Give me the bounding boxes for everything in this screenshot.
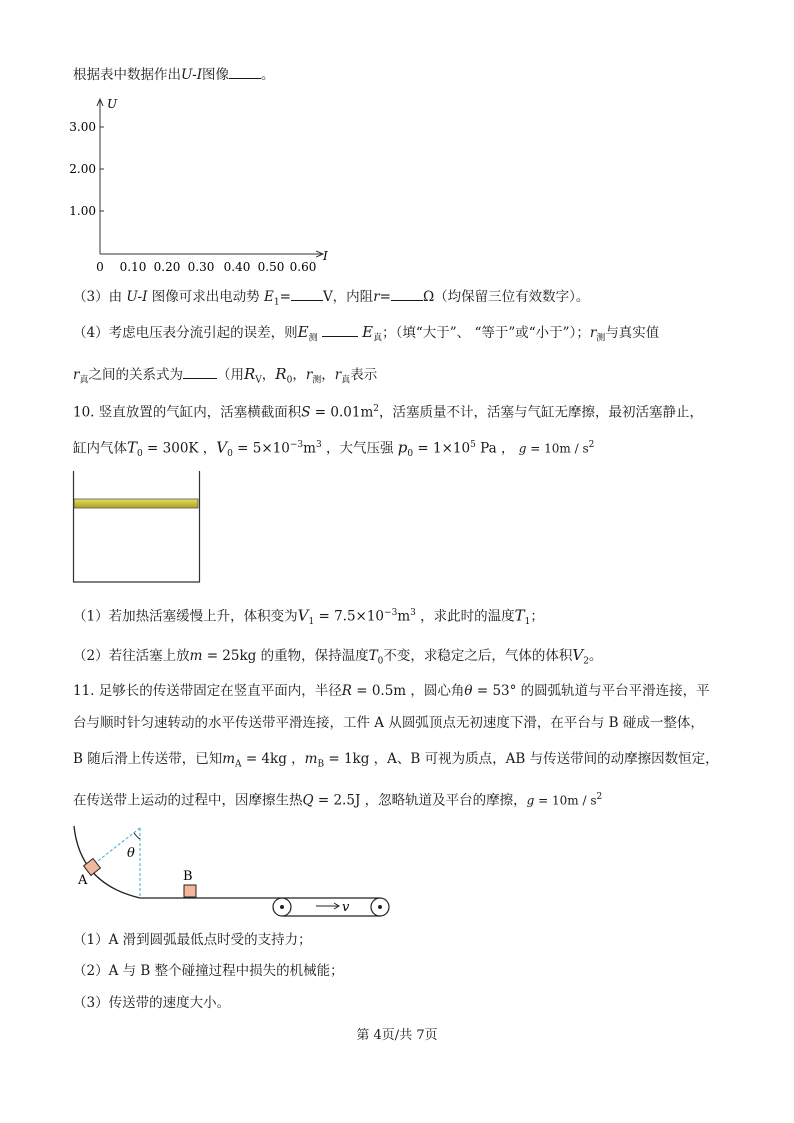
q4-comma: ，	[261, 367, 276, 383]
y-tick-label: 1.00	[69, 204, 96, 218]
p10-text: m	[303, 440, 316, 457]
p10-sub: 0	[407, 449, 414, 460]
p10-sup: 2	[588, 440, 595, 450]
p11-line-1	[73, 681, 710, 701]
p10-text: = 5×10	[232, 440, 290, 457]
p11-text: 台与顺时针匀速转动的水平传送带平滑连接，工件 A 从圆弧顶点无初速度下滑，在平台与 B 碰成一整体，	[73, 715, 704, 731]
q4-line-2	[73, 364, 377, 391]
p10-text: = 1×10	[413, 440, 471, 457]
p10-sub: 1	[308, 617, 315, 628]
p11-symbol-m: m	[222, 751, 236, 767]
q3-text-ui: U-I	[126, 289, 148, 305]
x-tick-label: 0.30	[187, 260, 215, 274]
p10-symbol-t: T	[127, 438, 138, 457]
q4-text: 与真实值	[605, 325, 660, 341]
p11-text: = 2.5J ，忽略轨道及平台的摩擦，	[313, 792, 527, 809]
p11-text: = 53°	[472, 683, 517, 699]
intro-line	[73, 64, 275, 85]
p10-text: ，活塞质量不计，活塞与气缸无摩擦，最初活塞静止，	[379, 404, 704, 421]
p11-text: 的圆弧轨道与平台平滑连接，平	[516, 683, 710, 699]
q3-eq: =	[379, 289, 391, 305]
p10-text: = 300K ，	[142, 440, 217, 457]
q4-sub: 测	[596, 333, 606, 344]
p10-sub: 2	[583, 656, 589, 667]
p10-text: 。	[588, 648, 603, 664]
p10-text: = 7.5×10	[314, 608, 385, 625]
track-conveyor-figure	[70, 822, 400, 920]
p10-symbol-v: V	[297, 606, 309, 625]
p10-text: 缸内气体	[73, 440, 127, 457]
y-axis-label: U	[107, 97, 118, 111]
p11-q2-text: （2）A 与 B 整个碰撞过程中损失的机械能；	[73, 963, 344, 979]
q4-symbol-r: r	[589, 325, 597, 341]
q4-comma: ，	[321, 367, 335, 383]
q3-text: Ω（均保留三位有效数字）。	[422, 289, 590, 305]
p10-text: ，求此时的温度	[415, 608, 515, 625]
q4-text: ；（填“大于”、 “等于”或“小于”）；	[382, 325, 590, 341]
q3-text: V，内阻	[322, 289, 374, 305]
p11-q1-text: （1）A 滑到圆弧最低点时受的支持力；	[73, 932, 312, 948]
p10-text: ，大气压强	[321, 440, 398, 457]
q4-symbol-rv: R	[243, 365, 256, 383]
p10-q1	[73, 603, 544, 632]
p10-symbol-v: V	[572, 646, 584, 664]
p10-sup: 3	[410, 608, 416, 618]
q3-symbol-r: r	[373, 289, 380, 305]
p10-symbol-m: m	[189, 648, 203, 664]
p11-sup: 2	[596, 792, 603, 802]
p11-sub: B	[317, 759, 325, 770]
answer-blank-emf[interactable]	[291, 286, 323, 301]
cylinder-walls	[74, 471, 200, 582]
x-tick-label: 0.50	[257, 260, 285, 274]
intro-text-c: 图像	[202, 67, 230, 83]
velocity-label: v	[342, 900, 350, 915]
q4-text: （4）考虑电压表分流引起的误差，则	[73, 325, 298, 341]
x-tick-label: 0.60	[289, 260, 317, 274]
intro-text-b: U-I	[181, 67, 203, 83]
q4-symbol-r: r	[334, 367, 342, 383]
p11-line-2	[73, 713, 704, 733]
x-tick-label: 0.20	[153, 260, 181, 274]
x-axis-label: I	[323, 249, 328, 263]
cylinder-figure	[72, 470, 202, 584]
block-a-label: A	[78, 873, 88, 888]
p10-sub: 0	[137, 449, 143, 460]
p10-q2	[73, 645, 602, 672]
p10-symbol-g: g	[518, 441, 527, 456]
p10-sub: 0	[377, 656, 384, 667]
p10-text: 不变，求稳定之后，气体的体积	[383, 648, 573, 664]
p10-symbol-p: p	[397, 438, 408, 457]
answer-blank-relation[interactable]	[183, 364, 217, 379]
p11-symbol-q: Q	[302, 792, 314, 809]
q4-sub: 真	[373, 333, 383, 344]
q4-sub: 真	[79, 375, 89, 386]
p10-text: Pa ，	[475, 440, 519, 457]
q3-eq: =	[279, 289, 291, 305]
q4-sub: 真	[341, 375, 351, 386]
p10-symbol-t: T	[514, 606, 525, 625]
q3-line	[73, 286, 589, 313]
p10-line-1	[73, 399, 703, 423]
p10-sub: 0	[227, 449, 233, 460]
p10-symbol-t: T	[368, 648, 378, 664]
intro-text-a: 根据表中数据作出	[73, 67, 181, 83]
p11-line-4	[73, 787, 602, 811]
q3-text: （3）由	[73, 289, 123, 305]
p10-text: m	[397, 608, 411, 625]
q4-symbol-e: E	[297, 323, 309, 341]
q4-comma: ，	[292, 367, 306, 383]
p11-q3	[73, 993, 230, 1013]
p10-q2-text: （2）若往活塞上放	[73, 648, 190, 664]
p10-sup: 2	[373, 404, 380, 414]
q4-sub: 0	[286, 375, 293, 386]
p10-sup: −3	[384, 608, 398, 618]
p11-text: 在传送带上运动的过程中，因摩擦生热	[73, 792, 303, 809]
p10-sup: 3	[315, 440, 322, 450]
q3-sub: 1	[273, 297, 280, 308]
p11-symbol-g: g	[526, 793, 535, 808]
piston	[74, 499, 198, 508]
p10-text: 10. 竖直放置的气缸内，活塞横截面积	[73, 404, 302, 421]
x-tick-label: 0	[96, 260, 104, 274]
p10-text: = 10m / s	[526, 441, 589, 456]
block-b-label: B	[183, 869, 193, 884]
p11-q1	[73, 930, 312, 950]
x-tick-label: 0.10	[119, 260, 147, 274]
q4-sub: V	[255, 375, 262, 386]
p11-q2	[73, 961, 344, 981]
p11-line-3	[73, 749, 719, 775]
p10-q1-text: （1）若加热活塞缓慢上升，体积变为	[73, 608, 298, 625]
y-tick-label: 2.00	[69, 162, 96, 176]
x-tick-label: 0.40	[223, 260, 251, 274]
p10-line-2	[73, 435, 594, 464]
p11-symbol-theta: θ	[464, 683, 473, 699]
p11-text: = 1kg ，A、B 可视为质点，AB 与传送带间的动摩擦因数恒定，	[324, 751, 719, 767]
answer-blank-compare[interactable]	[322, 322, 358, 337]
p11-symbol-m: m	[304, 751, 318, 767]
p10-text: ；	[530, 608, 544, 625]
p11-text: = 10m / s	[534, 793, 597, 808]
y-tick-label: 3.00	[69, 120, 96, 134]
q4-symbol-r0: R	[275, 365, 287, 383]
p11-symbol-r: R	[341, 683, 352, 699]
p11-text: 11. 足够长的传送带固定在竖直平面内，半径	[73, 683, 342, 699]
p11-q3-text: （3）传送带的速度大小。	[73, 995, 231, 1011]
intro-text-d: 。	[261, 67, 275, 83]
q4-line-1	[73, 322, 659, 349]
q3-symbol-e: E	[264, 289, 274, 305]
p11-sub: A	[235, 759, 242, 770]
p10-text: = 25kg 的重物，保持温度	[202, 648, 369, 664]
p10-text: = 0.01m	[310, 404, 374, 421]
p10-symbol-s: S	[301, 404, 311, 421]
p10-sup: −3	[289, 440, 304, 450]
q4-symbol-e: E	[362, 323, 374, 341]
q4-sub: 测	[312, 375, 322, 386]
theta-label: θ	[127, 846, 135, 861]
p11-text: = 4kg ，	[241, 751, 305, 767]
q3-text: 图像可求出电动势	[151, 289, 260, 305]
answer-blank-resistance[interactable]	[391, 286, 423, 301]
p10-sub: 1	[524, 617, 531, 628]
q4-symbol-r: r	[73, 367, 80, 383]
q4-sub: 测	[308, 333, 318, 344]
block-b	[184, 885, 196, 897]
p10-sup: 5	[470, 440, 476, 450]
theta-arc	[134, 833, 140, 839]
q4-text: （用	[216, 367, 244, 383]
ui-graph	[60, 92, 350, 278]
q4-symbol-r: r	[305, 367, 313, 383]
p10-symbol-v: V	[216, 438, 228, 457]
p11-text: B 随后滑上传送带，已知	[73, 751, 223, 767]
answer-blank-graph[interactable]	[229, 64, 261, 79]
q4-text: 之间的关系式为	[88, 367, 183, 383]
q4-text: 表示	[350, 367, 378, 383]
p11-text: = 0.5m ，圆心角	[351, 683, 465, 699]
page-footer: 第 4页/共 7页	[356, 1028, 438, 1043]
